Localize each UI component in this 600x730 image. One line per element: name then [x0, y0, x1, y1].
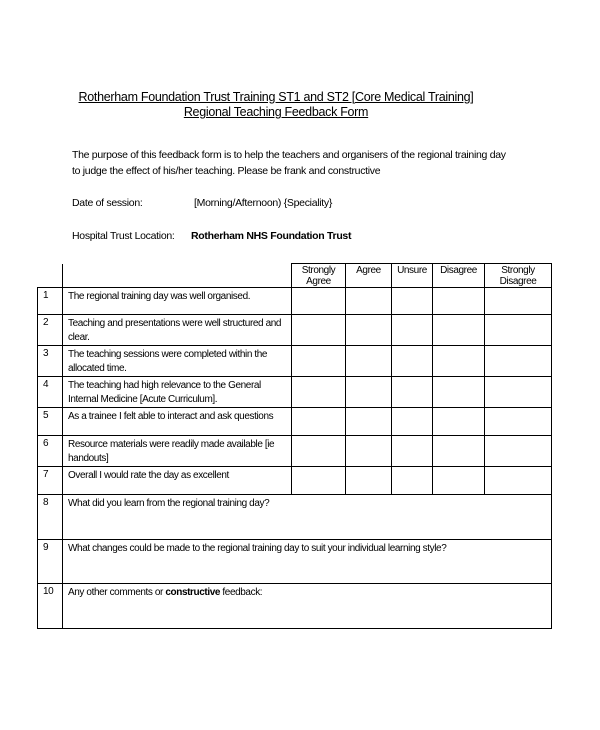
- rating-cell-strongly-disagree[interactable]: [485, 377, 552, 408]
- row-number: 2: [38, 315, 63, 346]
- table-row: [38, 584, 552, 629]
- table-row: [38, 288, 552, 315]
- question-emphasis: constructive: [165, 587, 221, 598]
- rating-cell-unsure[interactable]: [392, 315, 433, 346]
- rating-cell-strongly-agree[interactable]: [292, 315, 346, 346]
- statement-text: The regional training day was well organised.: [63, 288, 292, 315]
- rating-cell-strongly-agree[interactable]: [292, 288, 346, 315]
- rating-cell-disagree[interactable]: [433, 315, 485, 346]
- question-text: feedback:: [220, 587, 263, 598]
- rating-cell-strongly-agree[interactable]: [292, 436, 346, 467]
- open-question[interactable]: What changes could be made to the regional training day to suit your individual learning style?: [63, 540, 552, 584]
- rating-cell-strongly-agree[interactable]: [292, 377, 346, 408]
- table-corner: [38, 264, 63, 288]
- location-value: Rotherham NHS Foundation Trust: [191, 230, 352, 242]
- rating-cell-agree[interactable]: [346, 346, 392, 377]
- table-row: [38, 315, 552, 346]
- statement-text: Teaching and presentations were well structured and clear.: [63, 315, 292, 346]
- rating-cell-disagree[interactable]: [433, 408, 485, 436]
- col-unsure: Unsure: [392, 264, 433, 288]
- statement-text: Resource materials were readily made available [ie handouts]: [63, 436, 292, 467]
- statement-text: Overall I would rate the day as excellent: [63, 467, 292, 495]
- col-strongly-disagree: Strongly Disagree: [485, 264, 552, 288]
- row-number: 1: [38, 288, 63, 315]
- rating-cell-strongly-disagree[interactable]: [485, 288, 552, 315]
- rating-cell-unsure[interactable]: [392, 288, 433, 315]
- form-title: Rotherham Foundation Trust Training ST1 and ST2 [Core Medical Training]: [78, 90, 474, 104]
- rating-cell-strongly-agree[interactable]: [292, 346, 346, 377]
- rating-cell-strongly-agree[interactable]: [292, 408, 346, 436]
- rating-cell-agree[interactable]: [346, 315, 392, 346]
- table-row: [38, 495, 552, 540]
- statement-text: The teaching had high relevance to the General Internal Medicine [Acute Curriculum].: [63, 377, 292, 408]
- open-question[interactable]: [63, 584, 552, 629]
- table-row: [38, 408, 552, 436]
- date-value[interactable]: [Morning/Afternoon) {Speciality}: [194, 197, 333, 209]
- date-label: Date of session:: [72, 197, 143, 209]
- rating-cell-strongly-disagree[interactable]: [485, 315, 552, 346]
- table-corner: [63, 264, 292, 288]
- rating-cell-agree[interactable]: [346, 467, 392, 495]
- row-number: 5: [38, 408, 63, 436]
- table-row: [38, 346, 552, 377]
- statement-text: As a trainee I felt able to interact and ask questions: [63, 408, 292, 436]
- rating-cell-agree[interactable]: [346, 436, 392, 467]
- table-row: [38, 377, 552, 408]
- rating-cell-unsure[interactable]: [392, 346, 433, 377]
- row-number: 6: [38, 436, 63, 467]
- row-number: 8: [38, 495, 63, 540]
- open-question[interactable]: What did you learn from the regional training day?: [63, 495, 552, 540]
- rating-cell-unsure[interactable]: [392, 436, 433, 467]
- rating-cell-disagree[interactable]: [433, 467, 485, 495]
- rating-cell-strongly-disagree[interactable]: [485, 467, 552, 495]
- rating-cell-agree[interactable]: [346, 288, 392, 315]
- row-number: 7: [38, 467, 63, 495]
- rating-cell-disagree[interactable]: [433, 377, 485, 408]
- row-number: 10: [38, 584, 63, 629]
- row-number: 9: [38, 540, 63, 584]
- rating-cell-strongly-disagree[interactable]: [485, 436, 552, 467]
- rating-cell-unsure[interactable]: [392, 467, 433, 495]
- table-row: [38, 467, 552, 495]
- rating-cell-strongly-agree[interactable]: [292, 467, 346, 495]
- rating-cell-unsure[interactable]: [392, 408, 433, 436]
- col-strongly-agree: Strongly Agree: [292, 264, 346, 288]
- rating-cell-strongly-disagree[interactable]: [485, 346, 552, 377]
- feedback-table: [37, 263, 552, 629]
- rating-cell-strongly-disagree[interactable]: [485, 408, 552, 436]
- rating-cell-agree[interactable]: [346, 377, 392, 408]
- purpose-text: The purpose of this feedback form is to help the teachers and organisers of the regional training day to judge the effect of his/her teaching. Please be frank and constructive: [72, 149, 506, 177]
- table-row: [38, 436, 552, 467]
- form-subtitle: Regional Teaching Feedback Form: [183, 105, 369, 119]
- statement-text: The teaching sessions were completed within the allocated time.: [63, 346, 292, 377]
- row-number: 4: [38, 377, 63, 408]
- table-row: [38, 540, 552, 584]
- row-number: 3: [38, 346, 63, 377]
- question-text: Any other comments or: [68, 587, 166, 598]
- rating-cell-agree[interactable]: [346, 408, 392, 436]
- rating-cell-unsure[interactable]: [392, 377, 433, 408]
- rating-cell-disagree[interactable]: [433, 436, 485, 467]
- col-disagree: Disagree: [433, 264, 485, 288]
- location-label: Hospital Trust Location:: [72, 230, 175, 242]
- rating-cell-disagree[interactable]: [433, 346, 485, 377]
- col-agree: Agree: [346, 264, 392, 288]
- rating-cell-disagree[interactable]: [433, 288, 485, 315]
